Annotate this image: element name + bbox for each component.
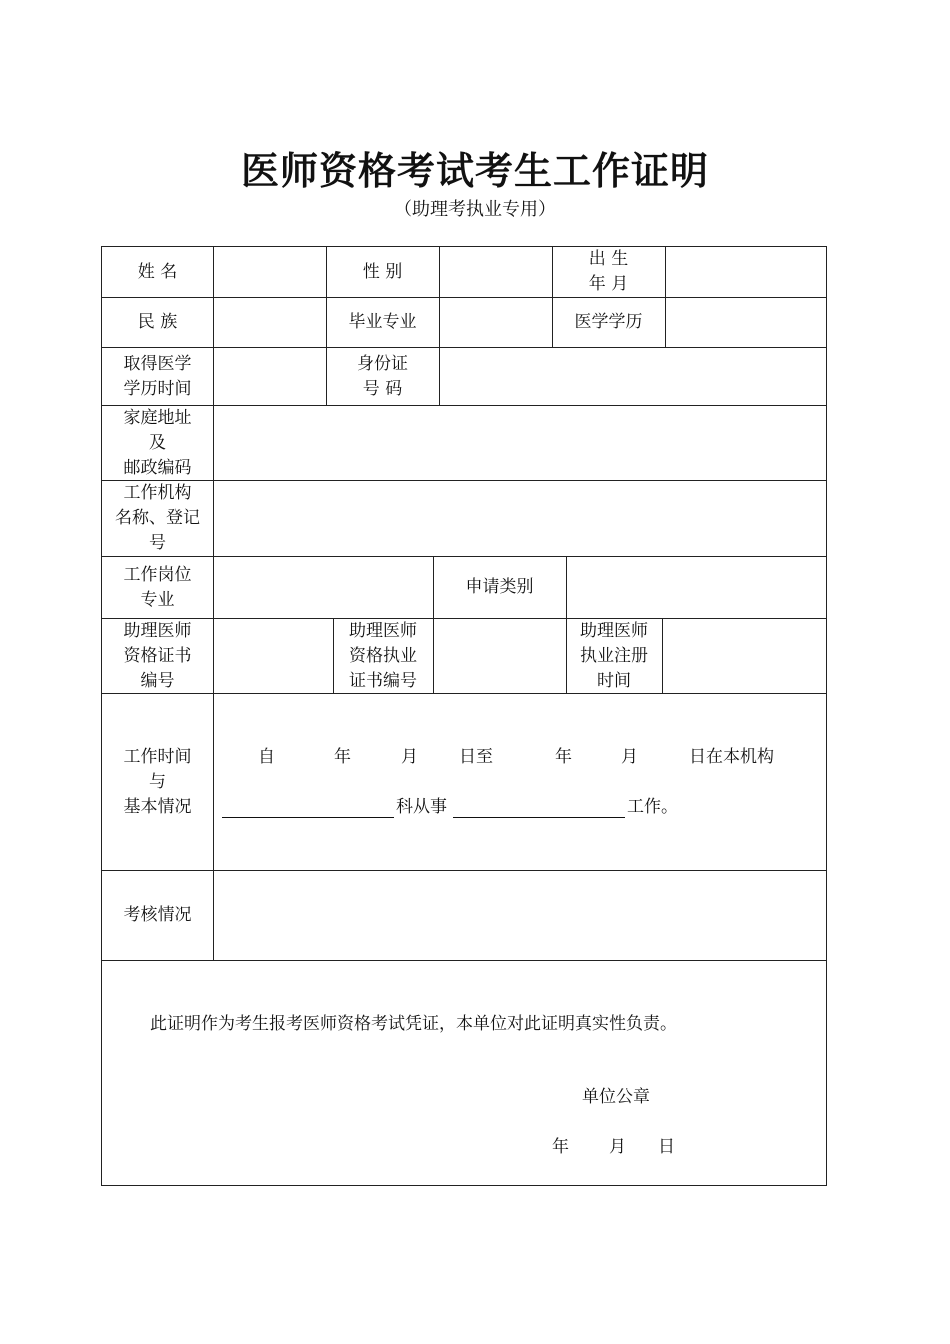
label-address: 家庭地址 及 邮政编码 [123,407,192,478]
field-name[interactable] [214,246,326,298]
field-reg-time[interactable] [663,618,826,694]
field-degree-time[interactable] [214,347,326,406]
work-from: 自 [258,747,275,767]
department-blank[interactable] [222,817,394,818]
field-id-number[interactable] [440,347,826,406]
work-end: 工作。 [627,797,678,817]
label-work-history: 工作时间 与 基本情况 [123,746,192,817]
work-month-1: 月 [401,747,418,767]
label-id-number: 身份证 号 码 [357,353,408,399]
label-gender: 性 别 [362,261,403,282]
field-ethnicity[interactable] [214,297,326,348]
work-year-1: 年 [334,747,351,767]
page-title: 医师资格考试考生工作证明 [240,148,709,193]
sign-month: 月 [609,1137,626,1157]
work-day-to: 日至 [459,747,493,767]
label-ethnicity: 民 族 [137,312,178,332]
sign-day: 日 [658,1137,675,1157]
label-degree-time: 取得医学 学历时间 [123,353,192,399]
work-dept: 科从事 [396,797,447,817]
label-degree: 医学学历 [574,312,643,332]
work-year-2: 年 [555,747,572,767]
field-address[interactable] [214,405,826,481]
table-border-bottom [101,1185,827,1186]
field-assessment[interactable] [214,870,826,961]
label-name: 姓 名 [137,261,178,282]
work-day-at: 日在本机构 [689,747,774,767]
field-gender[interactable] [440,246,552,298]
page-subtitle: （助理考执业专用） [394,199,556,220]
label-license-no: 助理医师 资格执业 证书编号 [349,620,417,691]
label-apply-type: 申请类别 [465,577,534,597]
field-major[interactable] [440,297,552,348]
field-degree[interactable] [666,297,826,348]
label-employer: 工作机构 名称、登记 号 [115,483,200,553]
label-cert-no: 助理医师 资格证书 编号 [123,620,192,691]
sign-year: 年 [552,1137,569,1157]
work-month-2: 月 [621,747,638,767]
field-birth[interactable] [666,246,826,298]
label-birth: 出 生 年 月 [588,249,629,294]
field-post[interactable] [214,556,433,619]
field-employer[interactable] [214,480,826,557]
label-major: 毕业专业 [348,312,417,332]
label-reg-time: 助理医师 执业注册 时间 [580,620,648,691]
label-post: 工作岗位 专业 [123,564,192,610]
table-border-right [826,246,827,1186]
field-license-no[interactable] [434,618,566,694]
field-apply-type[interactable] [567,556,826,619]
label-assessment: 考核情况 [123,905,192,925]
statement-text: 此证明作为考生报考医师资格考试凭证，本单位对此证明真实性负责。 [150,1014,677,1034]
work-content-blank[interactable] [453,817,625,818]
unit-seal-label: 单位公章 [582,1087,650,1107]
field-cert-no[interactable] [214,618,333,694]
